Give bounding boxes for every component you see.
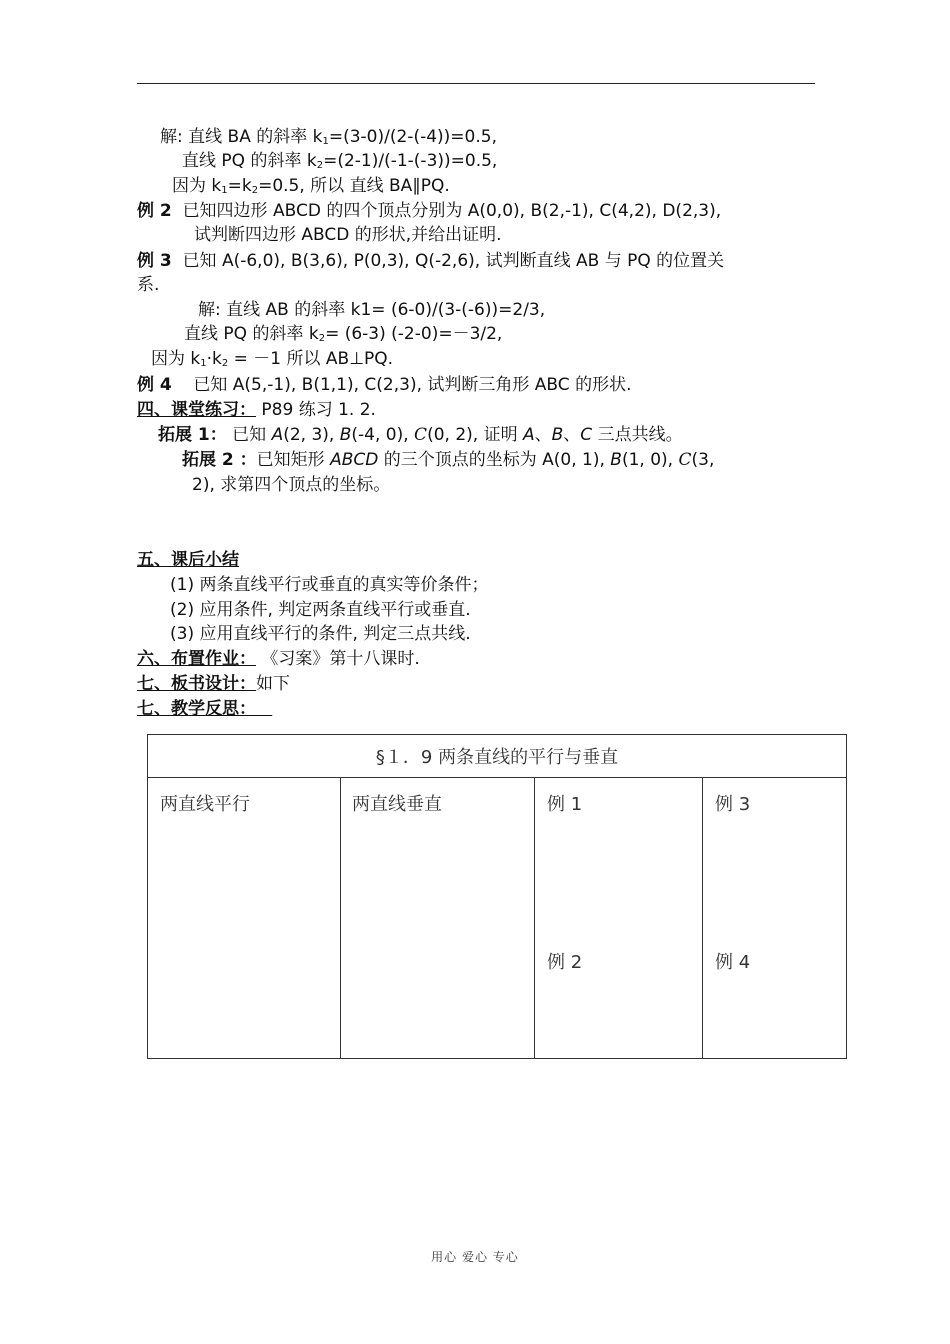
example-4-line: 例 4 已知 A(5,-1), B(1,1), C(2,3), 试判断三角形 ABC 的形状. bbox=[137, 375, 632, 395]
board-title: §１．9 两条直线的平行与垂直 bbox=[148, 735, 847, 778]
summary-item-2: (2) 应用条件, 判定两条直线平行或垂直. bbox=[170, 600, 471, 620]
example-3-line2: 系. bbox=[137, 275, 160, 295]
sol1-line2: 直线 PQ 的斜率 $k_2=(2-1)/(-1-(-3))=0.5$, bbox=[182, 151, 498, 171]
summary-item-3: (3) 应用直线平行的条件, 判定三点共线. bbox=[170, 624, 471, 644]
board-example-3: 例 3 bbox=[715, 794, 751, 815]
example-3-line1: 例 3 已知 A(-6,0), B(3,6), P(0,3), Q(-2,6), 试判断直线 AB 与 PQ 的位置关 bbox=[137, 251, 725, 271]
example-2-line1: 例 2 已知四边形 ABCD 的四个顶点分别为 A(0,0), B(2,-1), C(4,2), D(2,3), bbox=[137, 201, 722, 221]
board-col-examples-3-4 bbox=[703, 778, 847, 1059]
board-example-4: 例 4 bbox=[715, 952, 751, 973]
sol3-line1: 解: 直线 AB 的斜率 k1= (6-0)/(3-(-6))=2/3, bbox=[198, 300, 546, 320]
example-4-label: 例 4 bbox=[137, 375, 172, 395]
board-col-examples-1-2 bbox=[535, 778, 703, 1059]
board-example-2: 例 2 bbox=[547, 952, 583, 973]
board-design-table bbox=[147, 734, 847, 1059]
example-3-label: 例 3 bbox=[137, 251, 172, 271]
sol3-line3: 因为 $k_1\cdot k_2 = -1$ 所以 AB⊥PQ. bbox=[151, 349, 394, 369]
example-2-label: 例 2 bbox=[137, 201, 172, 221]
section-5-heading: 五、课后小结 bbox=[137, 550, 239, 570]
extension-2-line2: 2), 求第四个顶点的坐标。 bbox=[192, 475, 391, 495]
extension-2-line1: 拓展 2 ：已知矩形 ABCD 的三个顶点的坐标为 A(0, 1), B(1, 0), C(3, bbox=[182, 450, 715, 470]
board-col-perpendicular bbox=[341, 778, 535, 1059]
section-6-line: 六、布置作业： 《习案》第十八课时. bbox=[137, 649, 420, 669]
section-7-board-heading: 七、板书设计： bbox=[137, 674, 256, 694]
section-4-heading: 四、课堂练习： bbox=[137, 400, 256, 420]
board-example-1: 例 1 bbox=[547, 794, 583, 815]
section-4-line: 四、课堂练习： P89 练习 1. 2. bbox=[137, 400, 376, 420]
section-7-reflection-line bbox=[137, 698, 272, 720]
sol1-line1: 解: 直线 BA 的斜率 $k_1=(3-0)/(2-(-4))=0.5$, bbox=[160, 127, 497, 147]
summary-item-1: (1) 两条直线平行或垂直的真实等价条件； bbox=[170, 575, 489, 595]
page-footer: 用心 爱心 专心 bbox=[431, 1250, 519, 1264]
extension-1-line: 拓展 1： 已知 A(2, 3), B(-4, 0), C(0, 2), 证明 A、B、C 三点共线。 bbox=[158, 425, 683, 445]
sol3-line2: 直线 PQ 的斜率 $k_2= (6-3)$ (-2-0)=－3/2, bbox=[184, 324, 503, 344]
section-7-reflection-heading: 七、教学反思： bbox=[137, 699, 256, 719]
section-6-heading: 六、布置作业： bbox=[137, 649, 256, 669]
board-col-parallel-label: 两直线平行 bbox=[160, 794, 250, 815]
board-col-perpendicular-label: 两直线垂直 bbox=[352, 794, 442, 815]
sol1-line3: 因为 $k_1=k_2=0.5$, 所以 直线 BA∥PQ. bbox=[172, 176, 450, 196]
header-rule bbox=[137, 83, 815, 84]
section-7-board-line: 七、板书设计：如下 bbox=[137, 674, 290, 694]
example-2-line2: 试判断四边形 ABCD 的形状,并给出证明. bbox=[194, 225, 502, 245]
board-col-parallel bbox=[148, 778, 341, 1059]
